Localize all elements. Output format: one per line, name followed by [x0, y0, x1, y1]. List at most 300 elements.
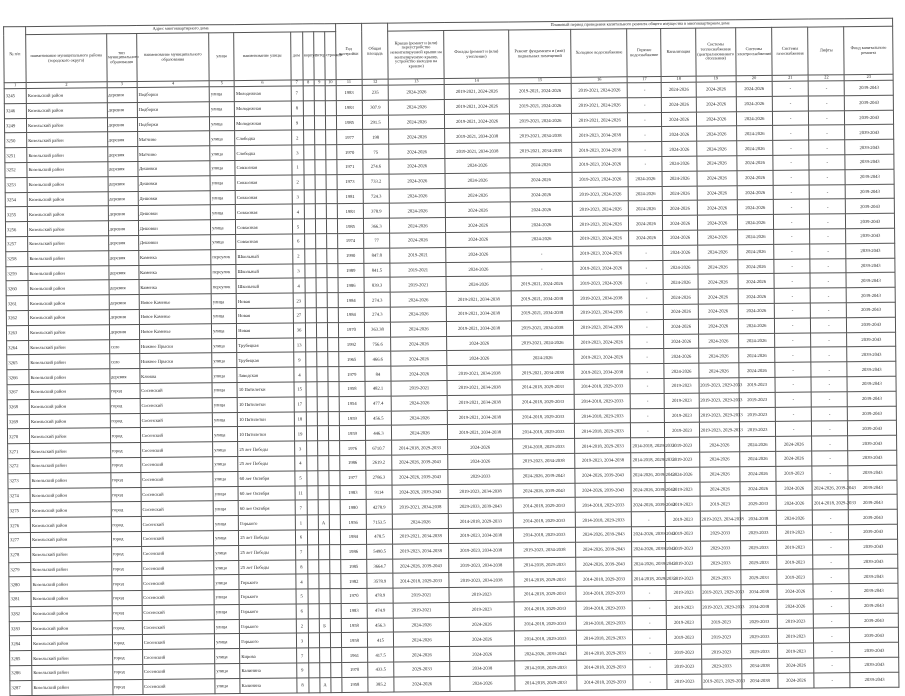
cell-gvs: - [628, 112, 662, 127]
cell-roof: 2019-2021, 2034-2038 [392, 499, 448, 514]
cell-street-type: улица [213, 442, 238, 457]
cell-korpus [307, 485, 318, 500]
cell-gvs: 2024-2026, 2039-2043 [631, 467, 665, 482]
cell-elec: 2024-2026 [736, 96, 772, 111]
cell-litera [319, 663, 330, 678]
cell-building [327, 293, 338, 308]
cell-district: Козельский район [32, 635, 113, 651]
cell-sewer: 2019-2023 [664, 378, 698, 393]
cell-building [326, 189, 337, 204]
cell-no: 3258 [6, 251, 28, 266]
cell-building [328, 396, 339, 411]
cell-heat: 2029-2033 [700, 570, 740, 585]
cell-district: Козельский район [32, 680, 113, 696]
cell-fund: 2039-2043 [846, 228, 895, 243]
cell-year: 1986 [338, 278, 364, 293]
cell-house: 7 [291, 86, 303, 101]
cell-settlement-type: деревня [107, 161, 137, 176]
cell-settlement-type: город [110, 383, 140, 398]
cell-heat: 2024-2026 [696, 97, 736, 112]
cell-area: 456.5 [365, 411, 391, 426]
cell-heat: 2024-2026 [697, 215, 737, 230]
cell-year: 1974 [337, 233, 363, 248]
table-header [4, 18, 894, 89]
cell-gvs: - [632, 600, 666, 615]
cell-korpus [307, 530, 318, 545]
cell-heat: 2024-2026 [698, 348, 738, 363]
cell-building [329, 529, 340, 544]
cell-gvs: - [630, 349, 664, 364]
cell-district: Козельский район [27, 147, 108, 163]
cell-fund: 2039-2043 [846, 199, 895, 214]
cell-no: 3279 [9, 562, 31, 577]
cell-street-name: Молодежная [234, 86, 290, 101]
cell-no: 3270 [7, 429, 29, 444]
cell-no: 3285 [10, 651, 32, 666]
cell-area: 363.38 [364, 322, 390, 337]
cell-no: 3276 [8, 518, 30, 533]
cell-street-name: Заводская [237, 367, 293, 382]
cell-elec: 2024-2026 [738, 303, 774, 318]
header-gvs: Горячее водоснабжение [627, 28, 662, 76]
cell-elec: 2029-2033 [741, 570, 777, 585]
cell-foundation: 2014-2018, 2029-2033 [512, 409, 574, 424]
cell-fund: 2039-2043 [848, 421, 897, 436]
cell-facade: 2019-2023, 2034-2038 [449, 557, 513, 572]
cell-settlement-type: город [112, 635, 142, 650]
cell-house: 17 [294, 397, 306, 412]
cell-settlement-type: деревня [107, 117, 137, 132]
cell-settlement-type: город [112, 591, 142, 606]
cell-facade: 2024-2026 [446, 247, 510, 262]
cell-foundation: 2024-2026 [510, 231, 572, 246]
cell-gvs: - [632, 512, 666, 527]
cell-elec: 2024-2026 [738, 318, 774, 333]
cell-litera [318, 559, 329, 574]
header-street-type: улица [209, 33, 235, 81]
cell-facade: 2024-2026 [450, 646, 514, 661]
cell-litera [319, 589, 330, 604]
cell-korpus [304, 219, 315, 234]
cell-litera [314, 130, 325, 145]
cell-year: 1977 [340, 470, 366, 485]
cell-heat: 2019-2023, 2029-2033 [699, 422, 739, 437]
cell-roof: 2024-2026 [389, 218, 445, 233]
cell-sewer: 2019-2023 [665, 408, 699, 423]
cell-settlement-name: Сосенский [142, 590, 215, 605]
cell-hvs: 2019-2023, 2034-2038 [573, 305, 629, 320]
cell-house: 4 [295, 574, 307, 589]
cell-settlement-type: город [112, 620, 142, 635]
cell-house: 5 [294, 471, 306, 486]
cell-gas: - [772, 111, 808, 126]
cell-sewer: 2019-2023 [665, 393, 699, 408]
header-street-name: наименование улицы [234, 32, 291, 81]
cell-settlement-type: город [110, 443, 140, 458]
cell-fund: 2039-2043 [846, 258, 895, 273]
cell-roof: 2024-2026 [391, 395, 447, 410]
cell-year: 1992 [338, 337, 364, 352]
cell-street-name: Калинина [240, 663, 296, 678]
cell-area: 433.5 [368, 662, 394, 677]
cell-facade: 2019-2023, 2034-2038 [449, 572, 513, 587]
cell-fund: 2039-2043 [845, 169, 894, 184]
cell-gvs: - [630, 304, 664, 319]
cell-hvs: 2014-2018, 2029-2033 [576, 630, 632, 645]
cell-house: 2 [296, 619, 308, 634]
cell-settlement-name: Матчино [137, 146, 210, 161]
cell-sewer: 2019-2023 [665, 452, 699, 467]
cell-street-type: улица [210, 146, 235, 161]
cell-fund: 2039-2043 [845, 125, 894, 140]
cell-house: 27 [293, 308, 305, 323]
cell-settlement-name: Сосенский [141, 531, 214, 546]
cell-korpus [303, 86, 314, 101]
cell-facade: 2029-2033, 2039-2043 [448, 498, 512, 513]
cell-lifts: - [809, 110, 845, 125]
cell-district: Козельский район [31, 591, 112, 607]
cell-elec: 2029-2033 [741, 629, 777, 644]
cell-gas: - [774, 229, 810, 244]
cell-foundation: 2024-2026 [510, 217, 572, 232]
cell-settlement-type: город [111, 502, 141, 517]
cell-roof: 2024-2026 [391, 410, 447, 425]
cell-lifts: - [813, 525, 849, 540]
cell-district: Козельский район [28, 251, 109, 267]
cell-gas: - [775, 362, 811, 377]
cell-gas: - [775, 333, 811, 348]
cell-heat: 2024-2026 [697, 230, 737, 245]
cell-settlement-name: Сосенский [141, 545, 214, 560]
cell-year: 1959 [339, 411, 365, 426]
cell-area: 477.4 [365, 396, 391, 411]
cell-roof: 2024-2026 [390, 306, 446, 321]
cell-lifts: - [809, 155, 845, 170]
cell-year: 1985 [340, 559, 366, 574]
cell-settlement-name: Сосенский [142, 664, 215, 679]
cell-area: 274.3 [364, 292, 390, 307]
header-litera: литер [313, 32, 325, 80]
cell-korpus [304, 234, 315, 249]
header-fund: Фонд капитального ремонта [844, 26, 893, 74]
cell-gas: 2019-2023 [777, 629, 813, 644]
cell-litera [315, 248, 326, 263]
cell-street-name: Трубецкая [237, 338, 293, 353]
cell-hvs: 2019-2023, 2024-2026 [572, 157, 628, 172]
cell-no: 3249 [4, 118, 26, 133]
cell-gas: - [775, 377, 811, 392]
cell-litera: Б [319, 618, 330, 633]
cell-house: 3 [291, 145, 303, 160]
cell-facade: 2019-2021, 2034-2038 [448, 424, 512, 439]
cell-settlement-type: деревня [107, 88, 137, 103]
cell-settlement-type: село [109, 339, 139, 354]
cell-street-type: улица [212, 338, 237, 353]
cell-fund: 2039-2043 [846, 243, 895, 258]
cell-heat: 2029-2033 [700, 526, 740, 541]
cell-settlement-name: Сосенский [141, 486, 214, 501]
cell-elec: 2024-2026 [737, 155, 773, 170]
cell-gas: 2024-2026 [777, 599, 813, 614]
cell-no: 3261 [6, 296, 28, 311]
cell-year: 1970 [337, 145, 363, 160]
cell-roof: 2024-2026 [391, 366, 447, 381]
cell-year: 1983 [336, 100, 362, 115]
cell-korpus [303, 145, 314, 160]
cell-gvs: - [627, 82, 661, 97]
cell-gas: - [772, 81, 808, 96]
cell-roof: 2024-2026 [388, 85, 444, 100]
cell-building [325, 86, 336, 101]
column-number: 13 [388, 79, 444, 86]
cell-facade: 2019-2021, 2034-2038 [447, 380, 511, 395]
cell-lifts: - [811, 303, 847, 318]
cell-no: 3284 [9, 636, 31, 651]
cell-foundation: 2014-2018, 2029-2033 [513, 557, 575, 572]
cell-area: 5490.5 [366, 544, 392, 559]
cell-street-name: Молодежная [235, 116, 291, 131]
cell-heat: 2019-2023, 2029-2033 [699, 407, 739, 422]
cell-sewer: 2019-2023 [667, 600, 701, 615]
cell-house: 3 [296, 633, 308, 648]
cell-foundation: 2019-2021, 2024-2026 [511, 335, 573, 350]
cell-lifts: - [813, 584, 849, 599]
cell-settlement-type: деревня [108, 250, 138, 265]
cell-settlement-name: Сосенский [141, 516, 214, 531]
cell-area: 847.8 [364, 248, 390, 263]
cell-street-name: Школьный [236, 278, 292, 293]
cell-fund: 2039-2043 [850, 672, 899, 687]
cell-heat: 2019-2023, 2034-2038 [700, 511, 740, 526]
cell-fund: 2039-2043 [848, 465, 897, 480]
cell-street-type: улица [215, 678, 240, 693]
cell-heat: 2019-2023, 2029-2033 [701, 674, 741, 689]
cell-area: 2786.3 [366, 470, 392, 485]
cell-district: Козельский район [31, 620, 112, 636]
cell-street-name: 25 лет Победы [239, 530, 295, 545]
cell-gvs: - [633, 660, 667, 675]
cell-facade: 2019-2021, 2024-2026 [445, 99, 509, 114]
cell-elec: 2024-2026 [738, 274, 774, 289]
header-house: дом [290, 32, 303, 80]
cell-building [330, 589, 341, 604]
cell-heat: 2024-2026 [696, 141, 736, 156]
cell-hvs: 2014-2018, 2029-2033 [576, 601, 632, 616]
cell-elec: 2024-2026 [740, 451, 776, 466]
cell-foundation: 2024-2026 [511, 350, 573, 365]
cell-no: 3286 [10, 666, 32, 681]
cell-sewer: 2024-2026 [663, 201, 697, 216]
cell-house: 4 [292, 204, 304, 219]
cell-lifts: - [811, 362, 847, 377]
cell-heat: 2029-2033 [700, 555, 740, 570]
cell-sewer: 2024-2026 [664, 289, 698, 304]
cell-building [330, 633, 341, 648]
cell-sewer: 2024-2026 [664, 304, 698, 319]
cell-sewer: 2024-2026 [663, 274, 697, 289]
cell-settlement-name: Каменка [139, 279, 212, 294]
cell-fund: 2039-2043 [850, 642, 899, 657]
cell-roof: 2024-2026, 2039-2043 [393, 558, 449, 573]
cell-korpus [305, 352, 316, 367]
cell-street-name: 25 лет Победы [238, 441, 294, 456]
cell-roof: 2019-2021 [393, 602, 449, 617]
cell-lifts: - [814, 643, 850, 658]
cell-settlement-name: Сосенский [142, 575, 215, 590]
cell-roof: 2024-2026 [389, 159, 445, 174]
cell-gvs: - [633, 615, 667, 630]
cell-korpus [306, 456, 317, 471]
cell-year: 1958 [341, 618, 367, 633]
cell-hvs: 2019-2023, 2024-2026 [574, 349, 630, 364]
header-foundation: Ремонт фундамента и (или) подвальных помещений [508, 29, 571, 78]
cell-gvs: 2014-2018, 2029-2033 [631, 438, 665, 453]
cell-house: 1 [291, 160, 303, 175]
cell-lifts: - [814, 673, 850, 688]
cell-district: Козельский район [30, 487, 111, 503]
cell-heat: 2024-2026 [698, 304, 738, 319]
cell-year: 1973 [337, 174, 363, 189]
cell-sewer: 2019-2023 [665, 422, 699, 437]
cell-lifts: - [813, 554, 849, 569]
cell-area: 456.3 [367, 618, 393, 633]
cell-roof: 2024-2026 [391, 351, 447, 366]
cell-fund: 2039-2043 [846, 184, 895, 199]
cell-district: Козельский район [32, 665, 113, 681]
cell-foundation: - [510, 246, 572, 261]
cell-elec: 2024-2026 [738, 259, 774, 274]
cell-house: 3 [292, 189, 304, 204]
cell-fund: 2039-2043 [849, 554, 898, 569]
cell-building [326, 248, 337, 263]
cell-district: Козельский район [29, 369, 110, 385]
cell-area: 417.5 [367, 647, 393, 662]
cell-lifts: - [813, 569, 849, 584]
cell-roof: 2024-2026 [390, 321, 446, 336]
cell-district: Козельский район [28, 280, 109, 296]
cell-building [329, 544, 340, 559]
cell-year: 1983 [337, 204, 363, 219]
cell-lifts: - [811, 332, 847, 347]
cell-heat: 2024-2026 [696, 126, 736, 141]
cell-heat: 2024-2026 [697, 185, 737, 200]
header-heat: Системы теплоснабжения (централизованного отопления) [695, 28, 736, 76]
cell-heat: 2019-2023, 2029-2033 [699, 392, 739, 407]
header-year: Год постройки [335, 23, 362, 79]
cell-house: 4 [293, 367, 305, 382]
cell-district: Козельский район [29, 339, 110, 355]
cell-house: 19 [294, 426, 306, 441]
cell-hvs: 2019-2023, 2034-2038 [575, 453, 631, 468]
cell-street-name: 25 лет Победы [238, 456, 294, 471]
cell-litera: А [318, 515, 329, 530]
cell-korpus [306, 411, 317, 426]
cell-lifts: - [812, 465, 848, 480]
cell-street-type: улица [210, 175, 235, 190]
cell-year: 1965 [338, 352, 364, 367]
column-number: 10 [325, 80, 336, 86]
cell-foundation: 2014-2018, 2029-2033 [512, 379, 574, 394]
cell-gas: 2024-2026 [777, 584, 813, 599]
cell-roof: 2024-2026, 2039-2043 [392, 484, 448, 499]
cell-fund: 2039-2043 [848, 450, 897, 465]
cell-foundation: - [511, 261, 573, 276]
cell-litera [318, 574, 329, 589]
cell-street-name: 10 Пятилетки [237, 382, 293, 397]
cell-no: 3263 [6, 325, 28, 340]
cell-house: 8 [291, 101, 303, 116]
cell-facade: 2019-2023 [449, 587, 513, 602]
cell-elec: 2024-2026 [739, 348, 775, 363]
cell-year: 1983 [341, 603, 367, 618]
cell-gvs: - [631, 423, 665, 438]
cell-street-type: улица [214, 530, 239, 545]
cell-hvs: 2019-2023, 2024-2026 [573, 231, 629, 246]
cell-foundation: 2019-2021, 2034-2038 [509, 143, 571, 158]
cell-facade: 2019-2023, 2034-2038 [448, 483, 512, 498]
cell-fund: 2039-2043 [849, 583, 898, 598]
cell-settlement-type: деревня [108, 176, 138, 191]
cell-year: 1970 [341, 662, 367, 677]
cell-roof: 2024-2026, 2039-2043 [392, 454, 448, 469]
cell-heat: 2029-2033 [700, 540, 740, 555]
cell-lifts: - [810, 214, 846, 229]
cell-street-name: Новая [236, 293, 292, 308]
cell-elec: 2034-2038 [741, 584, 777, 599]
cell-litera [319, 633, 330, 648]
cell-foundation: 2024-2026 [510, 157, 572, 172]
cell-facade: 2019-2021, 2034-2038 [448, 409, 512, 424]
cell-building [327, 278, 338, 293]
cell-lifts: - [813, 539, 849, 554]
cell-lifts: - [809, 169, 845, 184]
cell-building [326, 204, 337, 219]
cell-no: 3260 [6, 281, 28, 296]
cell-litera [316, 337, 327, 352]
cell-lifts: - [808, 81, 844, 96]
cell-sewer: 2024-2026 [663, 215, 697, 230]
cell-facade: 2014-2018, 2029-2033 [449, 513, 513, 528]
cell-heat: 2024-2026 [698, 333, 738, 348]
cell-area: 385.2 [368, 677, 394, 692]
cell-street-name: 60 лет Октября [238, 486, 294, 501]
cell-no: 3266 [7, 370, 29, 385]
cell-no: 3265 [7, 355, 29, 370]
cell-gvs: 2024-2026 [629, 216, 663, 231]
cell-street-name: 10 Пятилетки [238, 412, 294, 427]
header-hvs: Холодное водоснабжение [571, 29, 628, 78]
header-elec: Системы электроснабжения [736, 27, 773, 75]
cell-lifts: - [810, 229, 846, 244]
cell-gas: - [774, 244, 810, 259]
cell-year: 1958 [342, 677, 368, 692]
cell-gas: - [773, 214, 809, 229]
cell-heat: 2019-2023, 2029-2033 [701, 600, 741, 615]
cell-gvs: 2024-2026 [629, 230, 663, 245]
cell-heat: 2024-2026 [698, 289, 738, 304]
cell-area: 478.5 [366, 529, 392, 544]
cell-gas: 2024-2026 [778, 673, 814, 688]
cell-no: 3274 [8, 488, 30, 503]
header-no: № п/п [4, 27, 27, 83]
cell-year: 1985 [337, 219, 363, 234]
cell-gvs: 2024-2026 [628, 186, 662, 201]
cell-area: 2619.2 [366, 455, 392, 470]
cell-building [328, 455, 339, 470]
cell-house: 8 [295, 559, 307, 574]
cell-gvs: - [629, 260, 663, 275]
cell-lifts: 2024-2026, 2039-2043 [812, 480, 848, 495]
